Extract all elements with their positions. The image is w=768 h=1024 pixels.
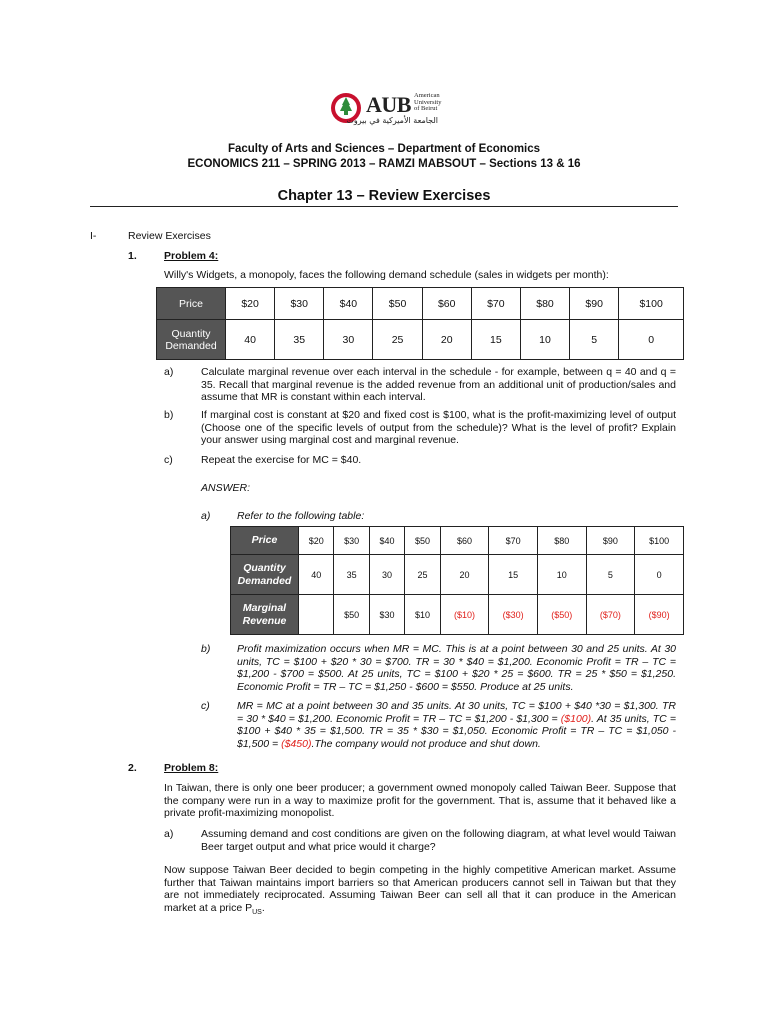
page-title: Chapter 13 – Review Exercises [277, 188, 491, 204]
question-label: a) [164, 828, 174, 840]
row-header: Price [157, 288, 226, 320]
table-cell: $50 [334, 595, 369, 635]
row-header [157, 320, 226, 360]
table-cell: $10 [405, 595, 440, 635]
price-subscript: US [252, 908, 262, 916]
table-cell: $40 [324, 288, 373, 320]
table-cell: 0 [635, 555, 684, 595]
table-cell-negative: ($30) [489, 595, 538, 635]
question-label: c) [164, 454, 173, 466]
logo-name-line: of Beirut [414, 105, 438, 113]
problem-number: 1. [128, 250, 137, 262]
marginal-revenue-row [231, 595, 684, 635]
negative-profit-value: ($450) [281, 737, 312, 750]
table-cell: $80 [520, 288, 569, 320]
answer-text-c [237, 700, 676, 750]
logo-name-line: American [414, 92, 440, 99]
answer-text-part: MR = MC at a point between 30 and 35 units. At 30 units, TC = $100 + $40 *30 = $1,300. TR = 30 * $40 = $1,200. Economic Profit = TR – TC = $1,200 - $1,300 = [237, 700, 676, 725]
table-cell: $30 [334, 527, 369, 555]
table-cell: $60 [422, 288, 471, 320]
question-text: Assuming demand and cost conditions are given on the following diagram, at what level would Taiwan Beer target output and what price would it charge? [201, 828, 676, 853]
answer-label-a: a) [201, 510, 211, 522]
table-cell: 40 [299, 555, 334, 595]
answer-text-a: Refer to the following table: [237, 510, 365, 522]
header-line: Demanded [237, 574, 292, 587]
table-cell: $90 [586, 527, 635, 555]
table-cell: $50 [373, 288, 422, 320]
table-cell: 20 [422, 320, 471, 360]
header-line: Revenue [242, 614, 287, 627]
row-header: Price [231, 527, 299, 555]
table-cell: 0 [619, 320, 684, 360]
answer-text-part: .The company would not produce and shut down. [311, 737, 541, 750]
table-cell-negative: ($10) [440, 595, 489, 635]
table-cell-negative: ($50) [537, 595, 586, 635]
table-cell: $30 [369, 595, 404, 635]
table-cell-negative: ($70) [586, 595, 635, 635]
table-cell: 30 [324, 320, 373, 360]
table-cell: $90 [570, 288, 619, 320]
logo-name-line: University [414, 98, 442, 106]
quantity-row [157, 320, 684, 360]
table-cell: $30 [275, 288, 324, 320]
table-cell: $60 [440, 527, 489, 555]
question-text: Repeat the exercise for MC = $40. [201, 454, 362, 466]
answer-label-b: b) [201, 643, 211, 655]
header-line: Quantity [171, 327, 211, 340]
demand-schedule-table [156, 287, 684, 360]
paragraph-text: Now suppose Taiwan Beer decided to begin competing in the highly competitive American market. Assume further that Taiwan maintains import barriers so that American producers cannot sell in Taiwan but that they are not immediately reciprocated. Assuming Taiwan Beer can sell all that it can produce in the American market at a price P [164, 864, 676, 914]
table-cell: 25 [373, 320, 422, 360]
marginal-revenue-table [230, 526, 684, 635]
header-line: Marginal [242, 602, 287, 614]
paragraph-end: . [261, 901, 265, 914]
table-cell: $70 [489, 527, 538, 555]
table-cell: 30 [369, 555, 404, 595]
answer-label: ANSWER: [201, 482, 251, 494]
question-text: Calculate marginal revenue over each interval in the schedule - for example, between q = 40 and q = 35. Recall that marginal revenue is the added revenue from an additional unit of production/sales and assume that MR is constant within each interval. [201, 366, 676, 404]
table-cell: 15 [489, 555, 538, 595]
table-cell: 5 [586, 555, 635, 595]
course-line: ECONOMICS 211 – SPRING 2013 – RAMZI MABSOUT – Sections 13 & 16 [187, 158, 581, 170]
table-cell: 10 [520, 320, 569, 360]
row-header [231, 595, 299, 635]
table-cell: $20 [299, 527, 334, 555]
aub-logo [330, 86, 442, 134]
header-line: Quantity [243, 562, 286, 574]
logo-university-name [414, 93, 441, 113]
problem-title: Problem 4: [164, 250, 219, 262]
table-cell: 20 [440, 555, 489, 595]
problem-intro: In Taiwan, there is only one beer producer; a government owned monopoly called Taiwan Beer. Suppose that the company were run in a way to maximize profit for the government. That is, assume that it behaved like a private profit-maximizing monopolist. [164, 782, 676, 820]
table-cell: 35 [275, 320, 324, 360]
table-cell: $40 [369, 527, 404, 555]
quantity-row [231, 555, 684, 595]
table-cell: $50 [405, 527, 440, 555]
answer-label-c: c) [201, 700, 210, 712]
answer-text-b: Profit maximization occurs when MR = MC. This is at a point between 30 and 25 units. At 30 units, TC = $100 + $20 * 30 = $700. TR = 30 * $40 = $1,200. Economic Profit = TR – TC = $1,200 - $700 = $500. At 25 units, TC = $100 + $20 * 25 = $600. TR = 25 * $50 = $1,250. Economic Profit = TR – TC = $1,250 - $600 = $550. Produce at 25 units. [237, 643, 676, 693]
table-cell: 35 [334, 555, 369, 595]
problem-intro: Willy's Widgets, a monopoly, faces the following demand schedule (sales in widgets per month): [164, 269, 609, 281]
table-cell: $100 [635, 527, 684, 555]
problem-number: 2. [128, 762, 137, 774]
table-cell: $100 [619, 288, 684, 320]
table-cell [299, 595, 334, 635]
question-text: If marginal cost is constant at $20 and fixed cost is $100, what is the profit-maximizing level of output (Choose one of the specific levels of output from the schedule)? What is the level of profit? Explain your answer using marginal cost and marginal revenue. [201, 409, 676, 447]
header-line: Demanded [165, 339, 217, 352]
table-cell: $80 [537, 527, 586, 555]
table-cell: 25 [405, 555, 440, 595]
negative-profit-value: ($100) [560, 712, 592, 725]
problem-title: Problem 8: [164, 762, 219, 774]
faculty-line: Faculty of Arts and Sciences – Department of Economics [227, 143, 541, 155]
logo-arabic-name: الجامعة الأميركية في بيروت [346, 116, 438, 125]
logo-abbr: AUB [366, 92, 411, 117]
section-number: I- [90, 230, 97, 242]
table-cell: 5 [570, 320, 619, 360]
price-row [231, 527, 684, 555]
question-label: b) [164, 409, 174, 421]
table-cell: $20 [226, 288, 275, 320]
title-divider [90, 206, 678, 207]
price-row [157, 288, 684, 320]
section-title: Review Exercises [128, 230, 211, 242]
row-header [231, 555, 299, 595]
table-cell: 10 [537, 555, 586, 595]
answer-text-part: . At 35 units, TC = $100 + $40 * 35 = $1,500. TR = 35 * $30 = $1,050. Economic Profit = TR – TC = $1,050 - $1,500 = [237, 712, 676, 750]
table-cell-negative: ($90) [635, 595, 684, 635]
table-cell: 40 [226, 320, 275, 360]
table-cell: 15 [471, 320, 520, 360]
question-label: a) [164, 366, 174, 378]
problem-paragraph [164, 864, 676, 919]
table-cell: $70 [471, 288, 520, 320]
